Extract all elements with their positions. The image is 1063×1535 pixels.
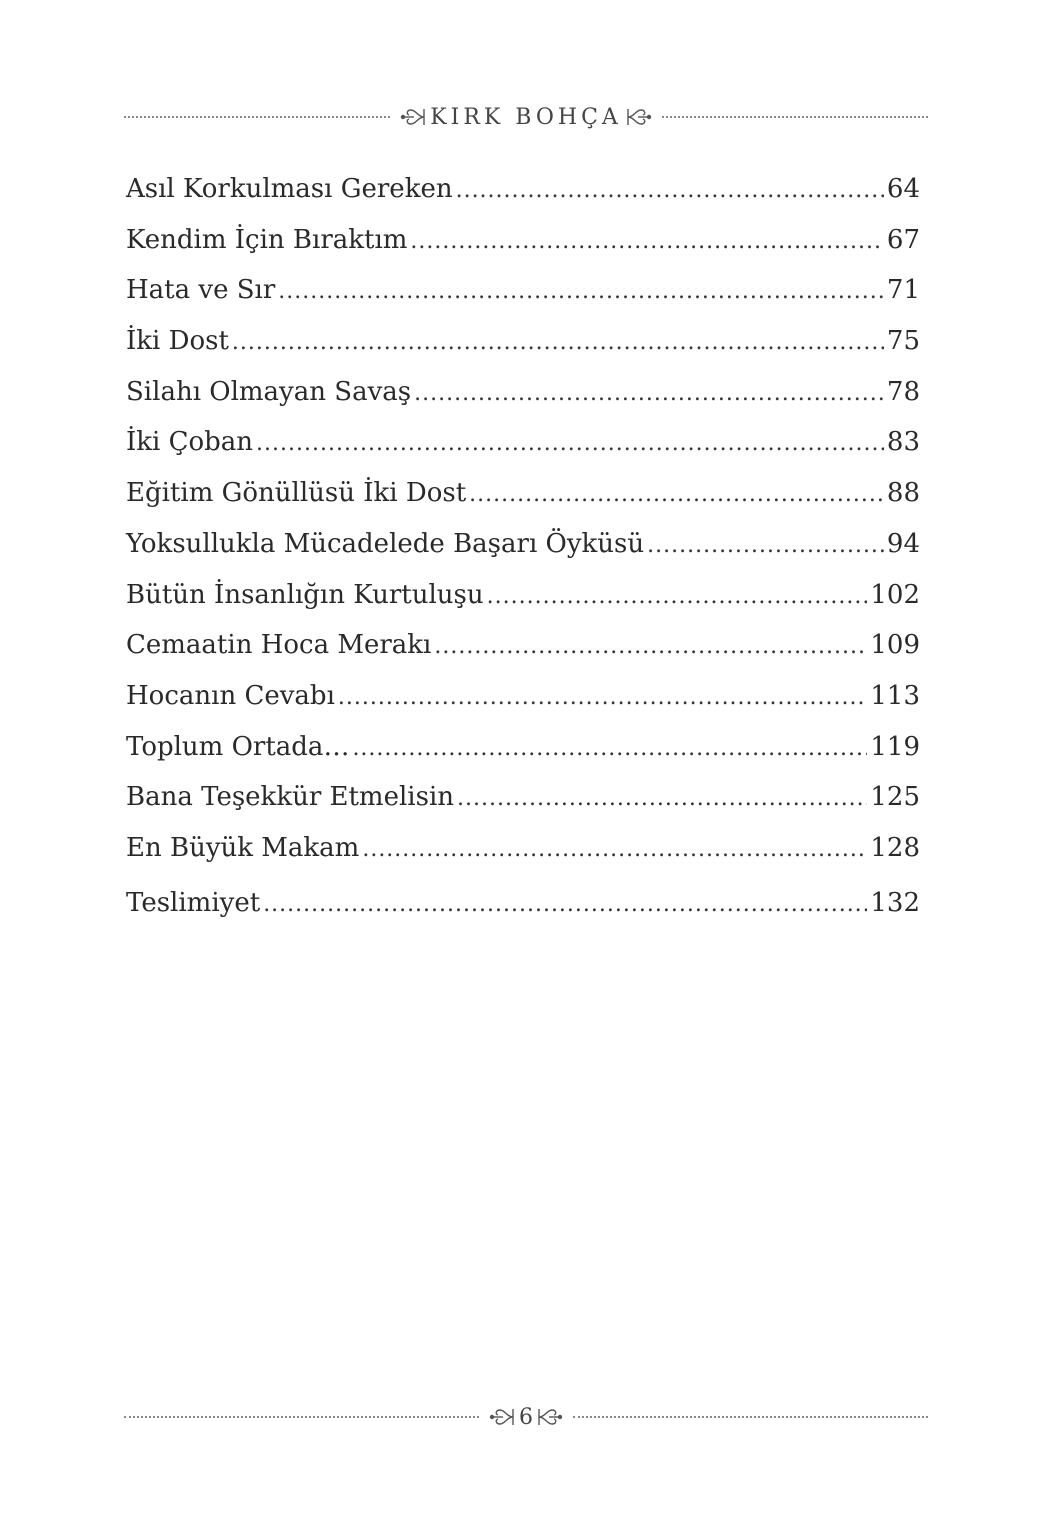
page-number: 6 — [519, 1404, 533, 1430]
footer-page-number-group — [479, 1404, 573, 1430]
toc-entry-page: 71 — [886, 275, 920, 306]
toc-entry-page: 109 — [870, 630, 920, 661]
running-header — [124, 100, 928, 134]
header-title: KIRK BOHÇA — [430, 104, 622, 130]
header-dotted-rule-right — [662, 116, 928, 118]
toc-entry-title: Bütün İnsanlığın Kurtuluşu — [126, 579, 484, 610]
toc-entry-page: 102 — [870, 579, 920, 610]
dot-leader — [469, 470, 884, 521]
toc-entry-title: Toplum Ortada… — [126, 731, 350, 762]
toc-entry[interactable] — [126, 164, 920, 215]
floral-scroll-icon — [537, 1404, 563, 1430]
footer-dotted-rule-right — [573, 1416, 928, 1418]
toc-entry[interactable] — [126, 671, 920, 722]
toc-entry-page: 132 — [870, 887, 920, 918]
toc-entry[interactable] — [126, 316, 920, 367]
toc-entry-title: Eğitim Gönüllüsü İki Dost — [126, 478, 467, 509]
toc-entry-title: Teslimiyet — [126, 887, 261, 918]
toc-entry-title: Asıl Korkulması Gereken — [126, 174, 453, 204]
dot-leader — [456, 166, 884, 217]
dot-leader — [352, 724, 867, 775]
toc-entry-page: 78 — [886, 376, 920, 407]
dot-leader — [647, 521, 884, 572]
toc-entry-page: 67 — [886, 224, 920, 255]
toc-entry[interactable] — [126, 570, 920, 621]
table-of-contents — [126, 164, 920, 928]
toc-entry-title: Yoksullukla Mücadelede Başarı Öyküsü — [126, 528, 645, 559]
dot-leader — [410, 217, 883, 268]
toc-entry[interactable] — [126, 367, 920, 418]
toc-entry[interactable] — [126, 878, 920, 929]
toc-entry[interactable] — [126, 772, 920, 823]
floral-scroll-icon — [400, 104, 426, 130]
toc-entry-page: 88 — [886, 478, 920, 509]
toc-entry[interactable] — [126, 823, 920, 874]
floral-scroll-icon — [489, 1404, 515, 1430]
toc-entry[interactable] — [126, 519, 920, 570]
toc-entry-title: Cemaatin Hoca Merakı — [126, 630, 432, 661]
toc-entry[interactable] — [126, 468, 920, 519]
dot-leader — [338, 673, 867, 724]
dot-leader — [256, 419, 884, 470]
toc-entry-page: 125 — [870, 782, 920, 813]
toc-entry-page: 128 — [870, 832, 920, 863]
page-footer — [124, 1400, 928, 1434]
dot-leader — [434, 622, 867, 673]
toc-entry-page: 75 — [886, 326, 920, 357]
toc-entry-title: Bana Teşekkür Etmelisin — [126, 782, 455, 813]
floral-scroll-icon — [626, 104, 652, 130]
toc-entry[interactable] — [126, 417, 920, 468]
toc-entry-title: Hata ve Sır — [126, 275, 276, 306]
toc-entry-page: 113 — [870, 680, 920, 711]
toc-entry-title: Silahı Olmayan Savaş — [126, 376, 412, 407]
toc-entry-page: 83 — [886, 427, 920, 458]
toc-entry[interactable] — [126, 722, 920, 773]
toc-entry-page: 119 — [870, 731, 920, 762]
toc-entry-title: İki Dost — [126, 326, 229, 357]
header-title-group — [390, 104, 662, 130]
toc-entry[interactable] — [126, 620, 920, 671]
dot-leader — [263, 880, 867, 931]
toc-entry-title: İki Çoban — [126, 427, 254, 458]
toc-entry-page: 94 — [886, 528, 920, 559]
dot-leader — [487, 572, 868, 623]
toc-entry-title: Kendim İçin Bıraktım — [126, 224, 408, 255]
dot-leader — [278, 267, 884, 318]
dot-leader — [362, 825, 867, 876]
toc-entry-title: Hocanın Cevabı — [126, 680, 335, 711]
toc-entry-title: En Büyük Makam — [126, 832, 360, 863]
footer-dotted-rule-left — [124, 1416, 479, 1418]
toc-entry-page: 64 — [886, 174, 920, 204]
dot-leader — [232, 318, 884, 369]
toc-entry[interactable] — [126, 215, 920, 266]
toc-entry[interactable] — [126, 265, 920, 316]
dot-leader — [457, 774, 867, 825]
dot-leader — [414, 369, 884, 420]
header-dotted-rule-left — [124, 116, 390, 118]
